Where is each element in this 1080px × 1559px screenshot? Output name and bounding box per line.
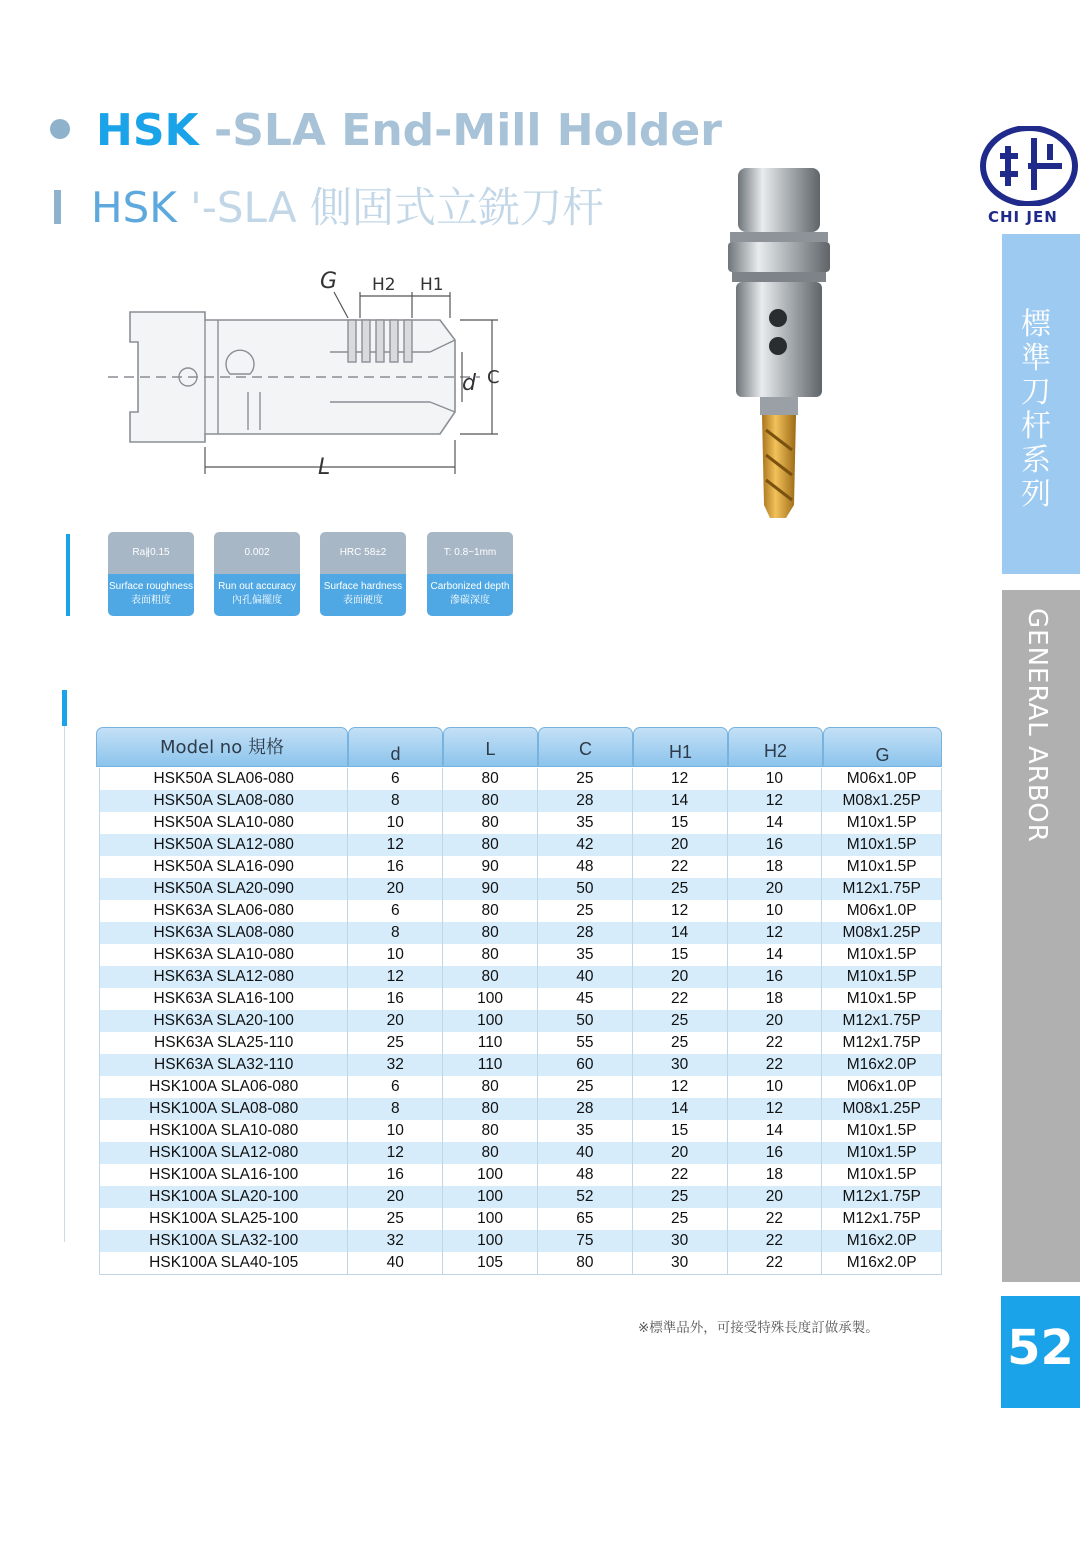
cell-c: 28: [538, 1098, 633, 1120]
holder-technical-drawing: [100, 262, 520, 487]
title-en-hsk: HSK: [96, 105, 199, 156]
cell-l: 80: [443, 1120, 538, 1142]
label-g: G: [320, 269, 338, 294]
cell-h1: 25: [633, 1208, 728, 1230]
col-header-g: G: [823, 727, 942, 767]
spec-badge-hardness: [320, 532, 406, 616]
cell-d: 25: [348, 1032, 443, 1054]
spec-label-en: Run out accuracy: [218, 581, 296, 592]
spec-value: T: 0.8~1mm: [427, 532, 513, 574]
cell-d: 20: [348, 1186, 443, 1208]
cell-l: 110: [443, 1054, 538, 1076]
cell-l: 100: [443, 1010, 538, 1032]
label-d: d: [462, 371, 476, 396]
cell-l: 80: [443, 790, 538, 812]
table-row: [100, 812, 941, 834]
table-row: [100, 1120, 941, 1142]
cell-h2: 22: [728, 1252, 823, 1274]
cell-l: 80: [443, 900, 538, 922]
cell-g: M10x1.5P: [846, 836, 917, 853]
category-zh-label: 標準刀杆系列: [1021, 307, 1051, 512]
cell-c: 65: [538, 1208, 633, 1230]
cell-model: HSK63A SLA06-080: [100, 900, 348, 922]
table-row: [100, 922, 941, 944]
cell-g: M08x1.25P: [842, 924, 921, 941]
spec-badge-roughness: [108, 532, 194, 616]
cell-c: 28: [538, 922, 633, 944]
cell-d: 16: [348, 1164, 443, 1186]
cell-model: HSK100A SLA40-105: [100, 1252, 348, 1274]
cell-h2: 18: [728, 856, 823, 878]
chi-jen-logo-icon: [978, 126, 1080, 206]
cell-h1: 15: [633, 944, 728, 966]
cell-d: 12: [348, 834, 443, 856]
cell-h2: 14: [728, 812, 823, 834]
cell-g: M06x1.0P: [846, 770, 917, 787]
cell-h1: 25: [633, 1186, 728, 1208]
cell-l: 100: [443, 1230, 538, 1252]
table-row: [100, 1076, 941, 1098]
cell-c: 48: [538, 856, 633, 878]
cell-g: M12x1.75P: [842, 1012, 921, 1029]
cell-h1: 12: [633, 900, 728, 922]
spec-value: Ra∦0.15: [108, 532, 194, 574]
spec-label: [214, 574, 300, 616]
bullet-dot: [50, 119, 70, 139]
table-row: [100, 1164, 941, 1186]
cell-h2: 16: [728, 1142, 823, 1164]
cell-l: 80: [443, 1142, 538, 1164]
cell-d: 12: [348, 966, 443, 988]
cell-l: 90: [443, 878, 538, 900]
cell-model: HSK100A SLA06-080: [100, 1076, 348, 1098]
spec-label-zh: 滲碳深度: [450, 595, 490, 606]
end-mill-holder-photo: [700, 160, 850, 530]
spec-label-en: Surface roughness: [109, 581, 193, 592]
cell-model: HSK63A SLA32-110: [100, 1054, 348, 1076]
cell-model: HSK63A SLA12-080: [100, 966, 348, 988]
spec-label-zh: 內孔偏擺度: [232, 595, 282, 606]
cell-d: 8: [348, 922, 443, 944]
cell-h1: 22: [633, 988, 728, 1010]
cell-c: 42: [538, 834, 633, 856]
cell-g: M12x1.75P: [842, 1034, 921, 1051]
cell-model: HSK50A SLA16-090: [100, 856, 348, 878]
cell-model: HSK63A SLA16-100: [100, 988, 348, 1010]
cell-h1: 12: [633, 768, 728, 790]
cell-c: 35: [538, 1120, 633, 1142]
cell-model: HSK100A SLA25-100: [100, 1208, 348, 1230]
cell-h1: 22: [633, 1164, 728, 1186]
cell-g: M12x1.75P: [842, 880, 921, 897]
cell-h1: 20: [633, 966, 728, 988]
table-row: [100, 988, 941, 1010]
cell-g: M16x2.0P: [846, 1254, 917, 1271]
spec-badge-runout: [214, 532, 300, 616]
cell-l: 100: [443, 1186, 538, 1208]
table-row: [100, 834, 941, 856]
cell-h2: 20: [728, 1010, 823, 1032]
table-row: [100, 1010, 941, 1032]
cell-h2: 10: [728, 1076, 823, 1098]
cell-d: 6: [348, 768, 443, 790]
cell-c: 28: [538, 790, 633, 812]
cell-h1: 20: [633, 1142, 728, 1164]
spec-label-zh: 表面硬度: [343, 595, 383, 606]
cell-g: M10x1.5P: [846, 968, 917, 985]
cell-h2: 18: [728, 988, 823, 1010]
spec-label: [427, 574, 513, 616]
spec-accent-bar: [66, 534, 70, 616]
cell-c: 60: [538, 1054, 633, 1076]
cell-c: 40: [538, 1142, 633, 1164]
cell-d: 10: [348, 944, 443, 966]
page-title-en: [50, 105, 722, 156]
cell-h1: 25: [633, 878, 728, 900]
cell-h1: 15: [633, 1120, 728, 1142]
brand-name: CHI JEN: [988, 208, 1058, 226]
cell-model: HSK100A SLA20-100: [100, 1186, 348, 1208]
cell-g: M10x1.5P: [846, 946, 917, 963]
page-title-zh: [54, 175, 604, 235]
cell-h1: 14: [633, 922, 728, 944]
table-row: [100, 1186, 941, 1208]
cell-h2: 20: [728, 1186, 823, 1208]
cell-c: 50: [538, 878, 633, 900]
cell-h1: 25: [633, 1032, 728, 1054]
cell-l: 100: [443, 1208, 538, 1230]
cell-d: 10: [348, 1120, 443, 1142]
cell-h2: 16: [728, 834, 823, 856]
cell-l: 80: [443, 812, 538, 834]
spec-badge-carbonized: [427, 532, 513, 616]
cell-l: 80: [443, 966, 538, 988]
cell-d: 16: [348, 856, 443, 878]
col-header-h2: H2: [728, 727, 823, 767]
cell-h1: 15: [633, 812, 728, 834]
cell-h2: 14: [728, 1120, 823, 1142]
table-row: [100, 856, 941, 878]
cell-g: M12x1.75P: [842, 1210, 921, 1227]
cell-model: HSK100A SLA32-100: [100, 1230, 348, 1252]
cell-model: HSK100A SLA16-100: [100, 1164, 348, 1186]
cell-l: 80: [443, 922, 538, 944]
table-row: [100, 944, 941, 966]
cell-d: 40: [348, 1252, 443, 1274]
cell-d: 8: [348, 790, 443, 812]
cell-g: M10x1.5P: [846, 1122, 917, 1139]
cell-d: 20: [348, 1010, 443, 1032]
spec-label: [108, 574, 194, 616]
label-h1: H1: [420, 275, 444, 295]
table-row: [100, 1142, 941, 1164]
title-zh-rest: '-SLA 側固式立銑刀杆: [190, 183, 604, 232]
col-header-d: d: [348, 727, 443, 767]
spec-value: HRC 58±2: [320, 532, 406, 574]
cell-h1: 25: [633, 1010, 728, 1032]
cell-g: M10x1.5P: [846, 858, 917, 875]
cell-h2: 10: [728, 768, 823, 790]
table-body: [99, 768, 942, 1275]
category-tab-en: [1002, 590, 1080, 1282]
table-row: [100, 878, 941, 900]
table-header: [96, 724, 942, 768]
spec-label-en: Surface hardness: [323, 581, 403, 592]
cell-c: 52: [538, 1186, 633, 1208]
cell-model: HSK50A SLA10-080: [100, 812, 348, 834]
cell-g: M10x1.5P: [846, 990, 917, 1007]
col-header-c: C: [538, 727, 633, 767]
cell-l: 105: [443, 1252, 538, 1274]
cell-d: 25: [348, 1208, 443, 1230]
cell-h1: 14: [633, 790, 728, 812]
cell-l: 80: [443, 834, 538, 856]
cell-model: HSK63A SLA20-100: [100, 1010, 348, 1032]
cell-h2: 12: [728, 922, 823, 944]
cell-h2: 20: [728, 878, 823, 900]
cell-model: HSK50A SLA20-090: [100, 878, 348, 900]
cell-h1: 14: [633, 1098, 728, 1120]
cell-h1: 30: [633, 1230, 728, 1252]
cell-c: 25: [538, 900, 633, 922]
cell-c: 25: [538, 1076, 633, 1098]
table-row: [100, 768, 941, 790]
spec-table: [96, 724, 942, 1275]
cell-h2: 12: [728, 1098, 823, 1120]
footnote: ※標準品外，可接受特殊長度訂做承製。: [638, 1320, 879, 1336]
cell-g: M08x1.25P: [842, 1100, 921, 1117]
label-l: L: [318, 455, 331, 480]
table-row: [100, 1230, 941, 1252]
cell-d: 32: [348, 1054, 443, 1076]
cell-model: HSK100A SLA10-080: [100, 1120, 348, 1142]
cell-c: 50: [538, 1010, 633, 1032]
cell-g: M08x1.25P: [842, 792, 921, 809]
cell-l: 80: [443, 1098, 538, 1120]
cell-c: 80: [538, 1252, 633, 1274]
cell-h1: 12: [633, 1076, 728, 1098]
col-header-l: L: [443, 727, 538, 767]
cell-h2: 22: [728, 1230, 823, 1252]
table-row: [100, 900, 941, 922]
cell-d: 6: [348, 1076, 443, 1098]
page-number: 52: [1001, 1296, 1080, 1408]
table-row: [100, 1098, 941, 1120]
cell-c: 25: [538, 768, 633, 790]
cell-d: 20: [348, 878, 443, 900]
cell-model: HSK63A SLA10-080: [100, 944, 348, 966]
table-row: [100, 1054, 941, 1076]
cell-c: 55: [538, 1032, 633, 1054]
table-row: [100, 966, 941, 988]
cell-d: 6: [348, 900, 443, 922]
cell-c: 35: [538, 812, 633, 834]
cell-d: 12: [348, 1142, 443, 1164]
table-side-line: [64, 726, 65, 1242]
cell-l: 80: [443, 1076, 538, 1098]
cell-l: 100: [443, 1164, 538, 1186]
cell-model: HSK50A SLA12-080: [100, 834, 348, 856]
cell-d: 32: [348, 1230, 443, 1252]
table-row: [100, 1032, 941, 1054]
cell-model: HSK50A SLA06-080: [100, 768, 348, 790]
cell-l: 80: [443, 944, 538, 966]
category-en-label: GENERAL ARBOR: [1022, 608, 1052, 843]
cell-g: M06x1.0P: [846, 902, 917, 919]
cell-h1: 22: [633, 856, 728, 878]
cell-d: 10: [348, 812, 443, 834]
table-row: [100, 1252, 941, 1274]
cell-h2: 22: [728, 1054, 823, 1076]
cell-model: HSK100A SLA12-080: [100, 1142, 348, 1164]
cell-c: 40: [538, 966, 633, 988]
cell-g: M12x1.75P: [842, 1188, 921, 1205]
col-header-model: Model no 規格: [96, 727, 348, 767]
title-zh-hsk: HSK: [91, 183, 177, 232]
title-en-rest: -SLA End-Mill Holder: [213, 105, 722, 156]
cell-g: M16x2.0P: [846, 1056, 917, 1073]
spec-label-en: Carbonized depth: [430, 581, 510, 592]
table-accent-bar: [62, 690, 67, 726]
spec-label-zh: 表面粗度: [131, 595, 171, 606]
cell-h2: 12: [728, 790, 823, 812]
cell-h1: 20: [633, 834, 728, 856]
cell-c: 35: [538, 944, 633, 966]
cell-g: M06x1.0P: [846, 1078, 917, 1095]
cell-h2: 22: [728, 1208, 823, 1230]
cell-g: M16x2.0P: [846, 1232, 917, 1249]
cell-h2: 22: [728, 1032, 823, 1054]
cell-h2: 10: [728, 900, 823, 922]
cell-model: HSK100A SLA08-080: [100, 1098, 348, 1120]
cell-h2: 16: [728, 966, 823, 988]
title-bar: [54, 190, 61, 224]
cell-g: M10x1.5P: [846, 1166, 917, 1183]
cell-g: M10x1.5P: [846, 814, 917, 831]
cell-h2: 18: [728, 1164, 823, 1186]
cell-g: M10x1.5P: [846, 1144, 917, 1161]
cell-d: 8: [348, 1098, 443, 1120]
label-c: C: [487, 367, 500, 388]
spec-value: 0.002: [214, 532, 300, 574]
cell-l: 110: [443, 1032, 538, 1054]
cell-l: 100: [443, 988, 538, 1010]
cell-model: HSK63A SLA08-080: [100, 922, 348, 944]
table-row: [100, 1208, 941, 1230]
cell-c: 75: [538, 1230, 633, 1252]
cell-c: 45: [538, 988, 633, 1010]
cell-h2: 14: [728, 944, 823, 966]
cell-c: 48: [538, 1164, 633, 1186]
spec-label: [320, 574, 406, 616]
cell-l: 80: [443, 768, 538, 790]
cell-model: HSK50A SLA08-080: [100, 790, 348, 812]
label-h2: H2: [372, 275, 396, 295]
cell-h1: 30: [633, 1252, 728, 1274]
category-tab-zh: [1002, 234, 1080, 574]
cell-model: HSK63A SLA25-110: [100, 1032, 348, 1054]
cell-l: 90: [443, 856, 538, 878]
cell-d: 16: [348, 988, 443, 1010]
col-header-h1: H1: [633, 727, 728, 767]
table-row: [100, 790, 941, 812]
cell-h1: 30: [633, 1054, 728, 1076]
